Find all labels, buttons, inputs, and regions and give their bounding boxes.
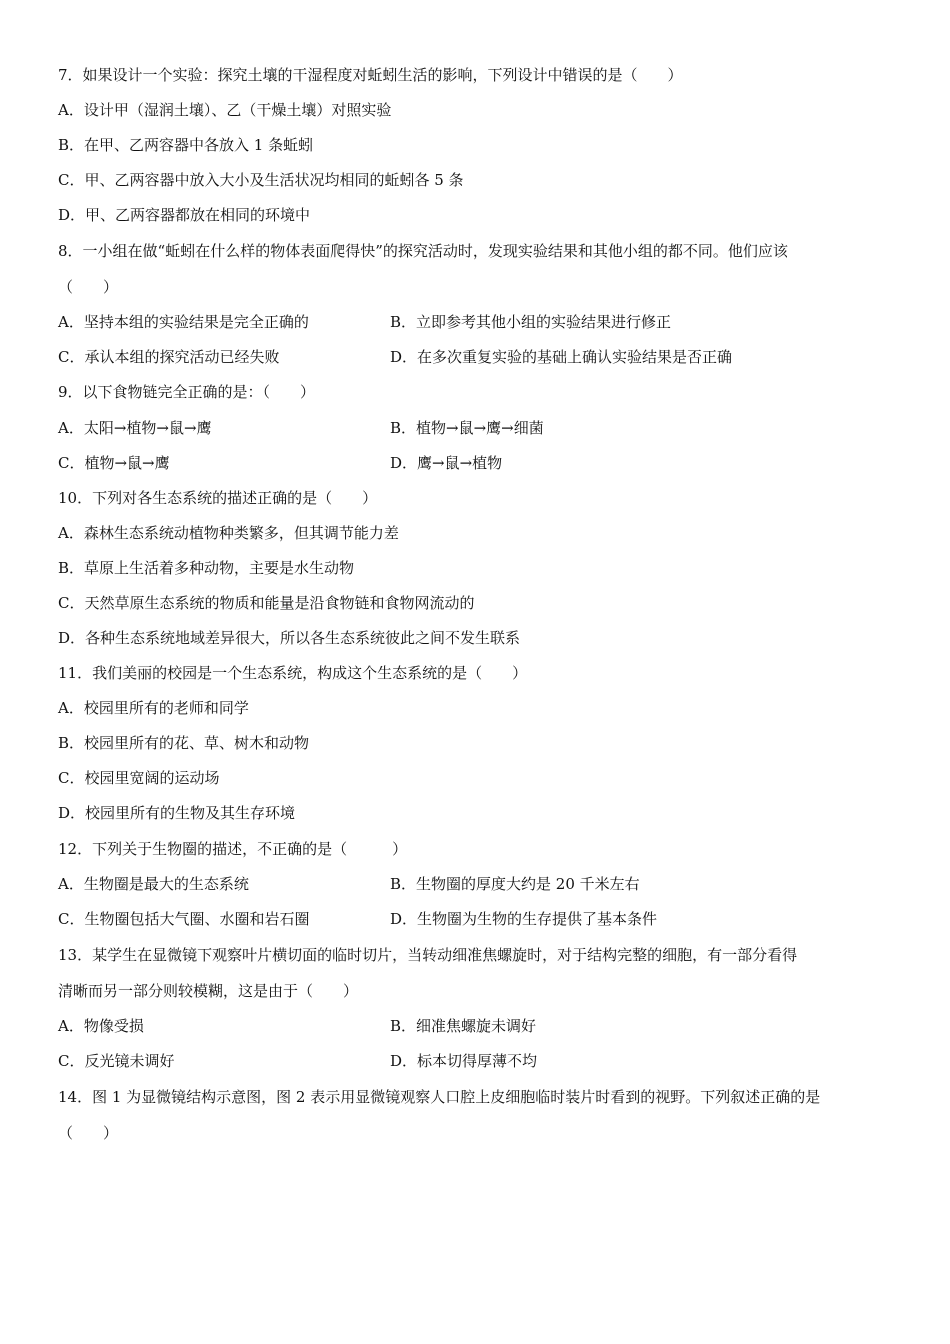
question-12-stem: 12．下列关于生物圈的描述，不正确的是（ ） bbox=[58, 840, 408, 858]
question-13-option-b: B．细准焦螺旋未调好 bbox=[390, 1017, 537, 1035]
question-8-options-row-1 bbox=[58, 312, 910, 332]
question-9-option-c: C．植物→鼠→鹰 bbox=[58, 454, 170, 472]
question-10-option-c: C．天然草原生态系统的物质和能量是沿食物链和食物网流动的 bbox=[58, 594, 475, 612]
question-11-option-b: B．校园里所有的花、草、树木和动物 bbox=[58, 734, 310, 752]
question-14-stem-cont: （ ） bbox=[58, 1124, 119, 1142]
question-10-stem: 10．下列对各生态系统的描述正确的是（ ） bbox=[58, 489, 378, 507]
question-13-options-row-2 bbox=[58, 1051, 910, 1071]
question-12-options-row-2 bbox=[58, 909, 910, 929]
question-9-options-row-2 bbox=[58, 453, 910, 473]
question-11-option-c: C．校园里宽阔的运动场 bbox=[58, 769, 220, 787]
question-7-option-c: C．甲、乙两容器中放入大小及生活状况均相同的蚯蚓各 5 条 bbox=[58, 171, 464, 189]
question-9-options-row-1 bbox=[58, 418, 910, 438]
question-8-stem: 8．一小组在做“蚯蚓在什么样的物体表面爬得快”的探究活动时，发现实验结果和其他小组的都不同。他们应该 bbox=[58, 242, 788, 260]
question-7-option-d: D．甲、乙两容器都放在相同的环境中 bbox=[58, 206, 311, 224]
question-9-stem: 9．以下食物链完全正确的是：（ ） bbox=[58, 383, 316, 401]
question-13-option-c: C．反光镜未调好 bbox=[58, 1052, 175, 1070]
question-11-option-d: D．校园里所有的生物及其生存环境 bbox=[58, 804, 296, 822]
question-12-option-b: B．生物圈的厚度大约是 20 千米左右 bbox=[390, 875, 640, 893]
question-8-stem-cont: （ ） bbox=[58, 278, 119, 296]
question-13-option-d: D．标本切得厚薄不均 bbox=[390, 1052, 538, 1070]
question-9-option-a: A．太阳→植物→鼠→鹰 bbox=[58, 419, 212, 437]
question-7-stem: 7．如果设计一个实验：探究土壤的干湿程度对蚯蚓生活的影响，下列设计中错误的是（ ） bbox=[58, 66, 683, 84]
question-7-option-b: B．在甲、乙两容器中各放入 1 条蚯蚓 bbox=[58, 136, 314, 154]
question-10-option-b: B．草原上生活着多种动物，主要是水生动物 bbox=[58, 559, 355, 577]
question-14-stem: 14．图 1 为显微镜结构示意图，图 2 表示用显微镜观察人口腔上皮细胞临时装片时看到的视野。下列叙述正确的是 bbox=[58, 1088, 821, 1106]
question-12-option-d: D．生物圈为生物的生存提供了基本条件 bbox=[390, 910, 658, 928]
question-12-options-row-1 bbox=[58, 874, 910, 894]
question-13-options-row-1 bbox=[58, 1016, 910, 1036]
question-11-option-a: A．校园里所有的老师和同学 bbox=[58, 699, 249, 717]
question-13-stem-cont: 清晰而另一部分则较模糊，这是由于（ ） bbox=[58, 982, 359, 1000]
question-8-option-b: B．立即参考其他小组的实验结果进行修正 bbox=[390, 313, 672, 331]
question-9-option-d: D．鹰→鼠→植物 bbox=[390, 454, 503, 472]
question-9-option-b: B．植物→鼠→鹰→细菌 bbox=[390, 419, 544, 437]
question-13-option-a: A．物像受损 bbox=[58, 1017, 144, 1035]
question-11-stem: 11．我们美丽的校园是一个生态系统，构成这个生态系统的是（ ） bbox=[58, 664, 528, 682]
question-13-stem: 13．某学生在显微镜下观察叶片横切面的临时切片，当转动细准焦螺旋时，对于结构完整的细胞，有一部分看得 bbox=[58, 946, 798, 964]
question-8-option-a: A．坚持本组的实验结果是完全正确的 bbox=[58, 313, 309, 331]
question-10-option-d: D．各种生态系统地域差异很大，所以各生态系统彼此之间不发生联系 bbox=[58, 629, 521, 647]
question-12-option-c: C．生物圈包括大气圈、水圈和岩石圈 bbox=[58, 910, 310, 928]
question-8-option-c: C．承认本组的探究活动已经失败 bbox=[58, 348, 280, 366]
question-7-option-a: A．设计甲（湿润土壤）、乙（干燥土壤）对照实验 bbox=[58, 101, 392, 119]
question-8-options-row-2 bbox=[58, 347, 910, 367]
question-10-option-a: A．森林生态系统动植物种类繁多，但其调节能力差 bbox=[58, 524, 399, 542]
question-8-option-d: D．在多次重复实验的基础上确认实验结果是否正确 bbox=[390, 348, 733, 366]
question-12-option-a: A．生物圈是最大的生态系统 bbox=[58, 875, 249, 893]
